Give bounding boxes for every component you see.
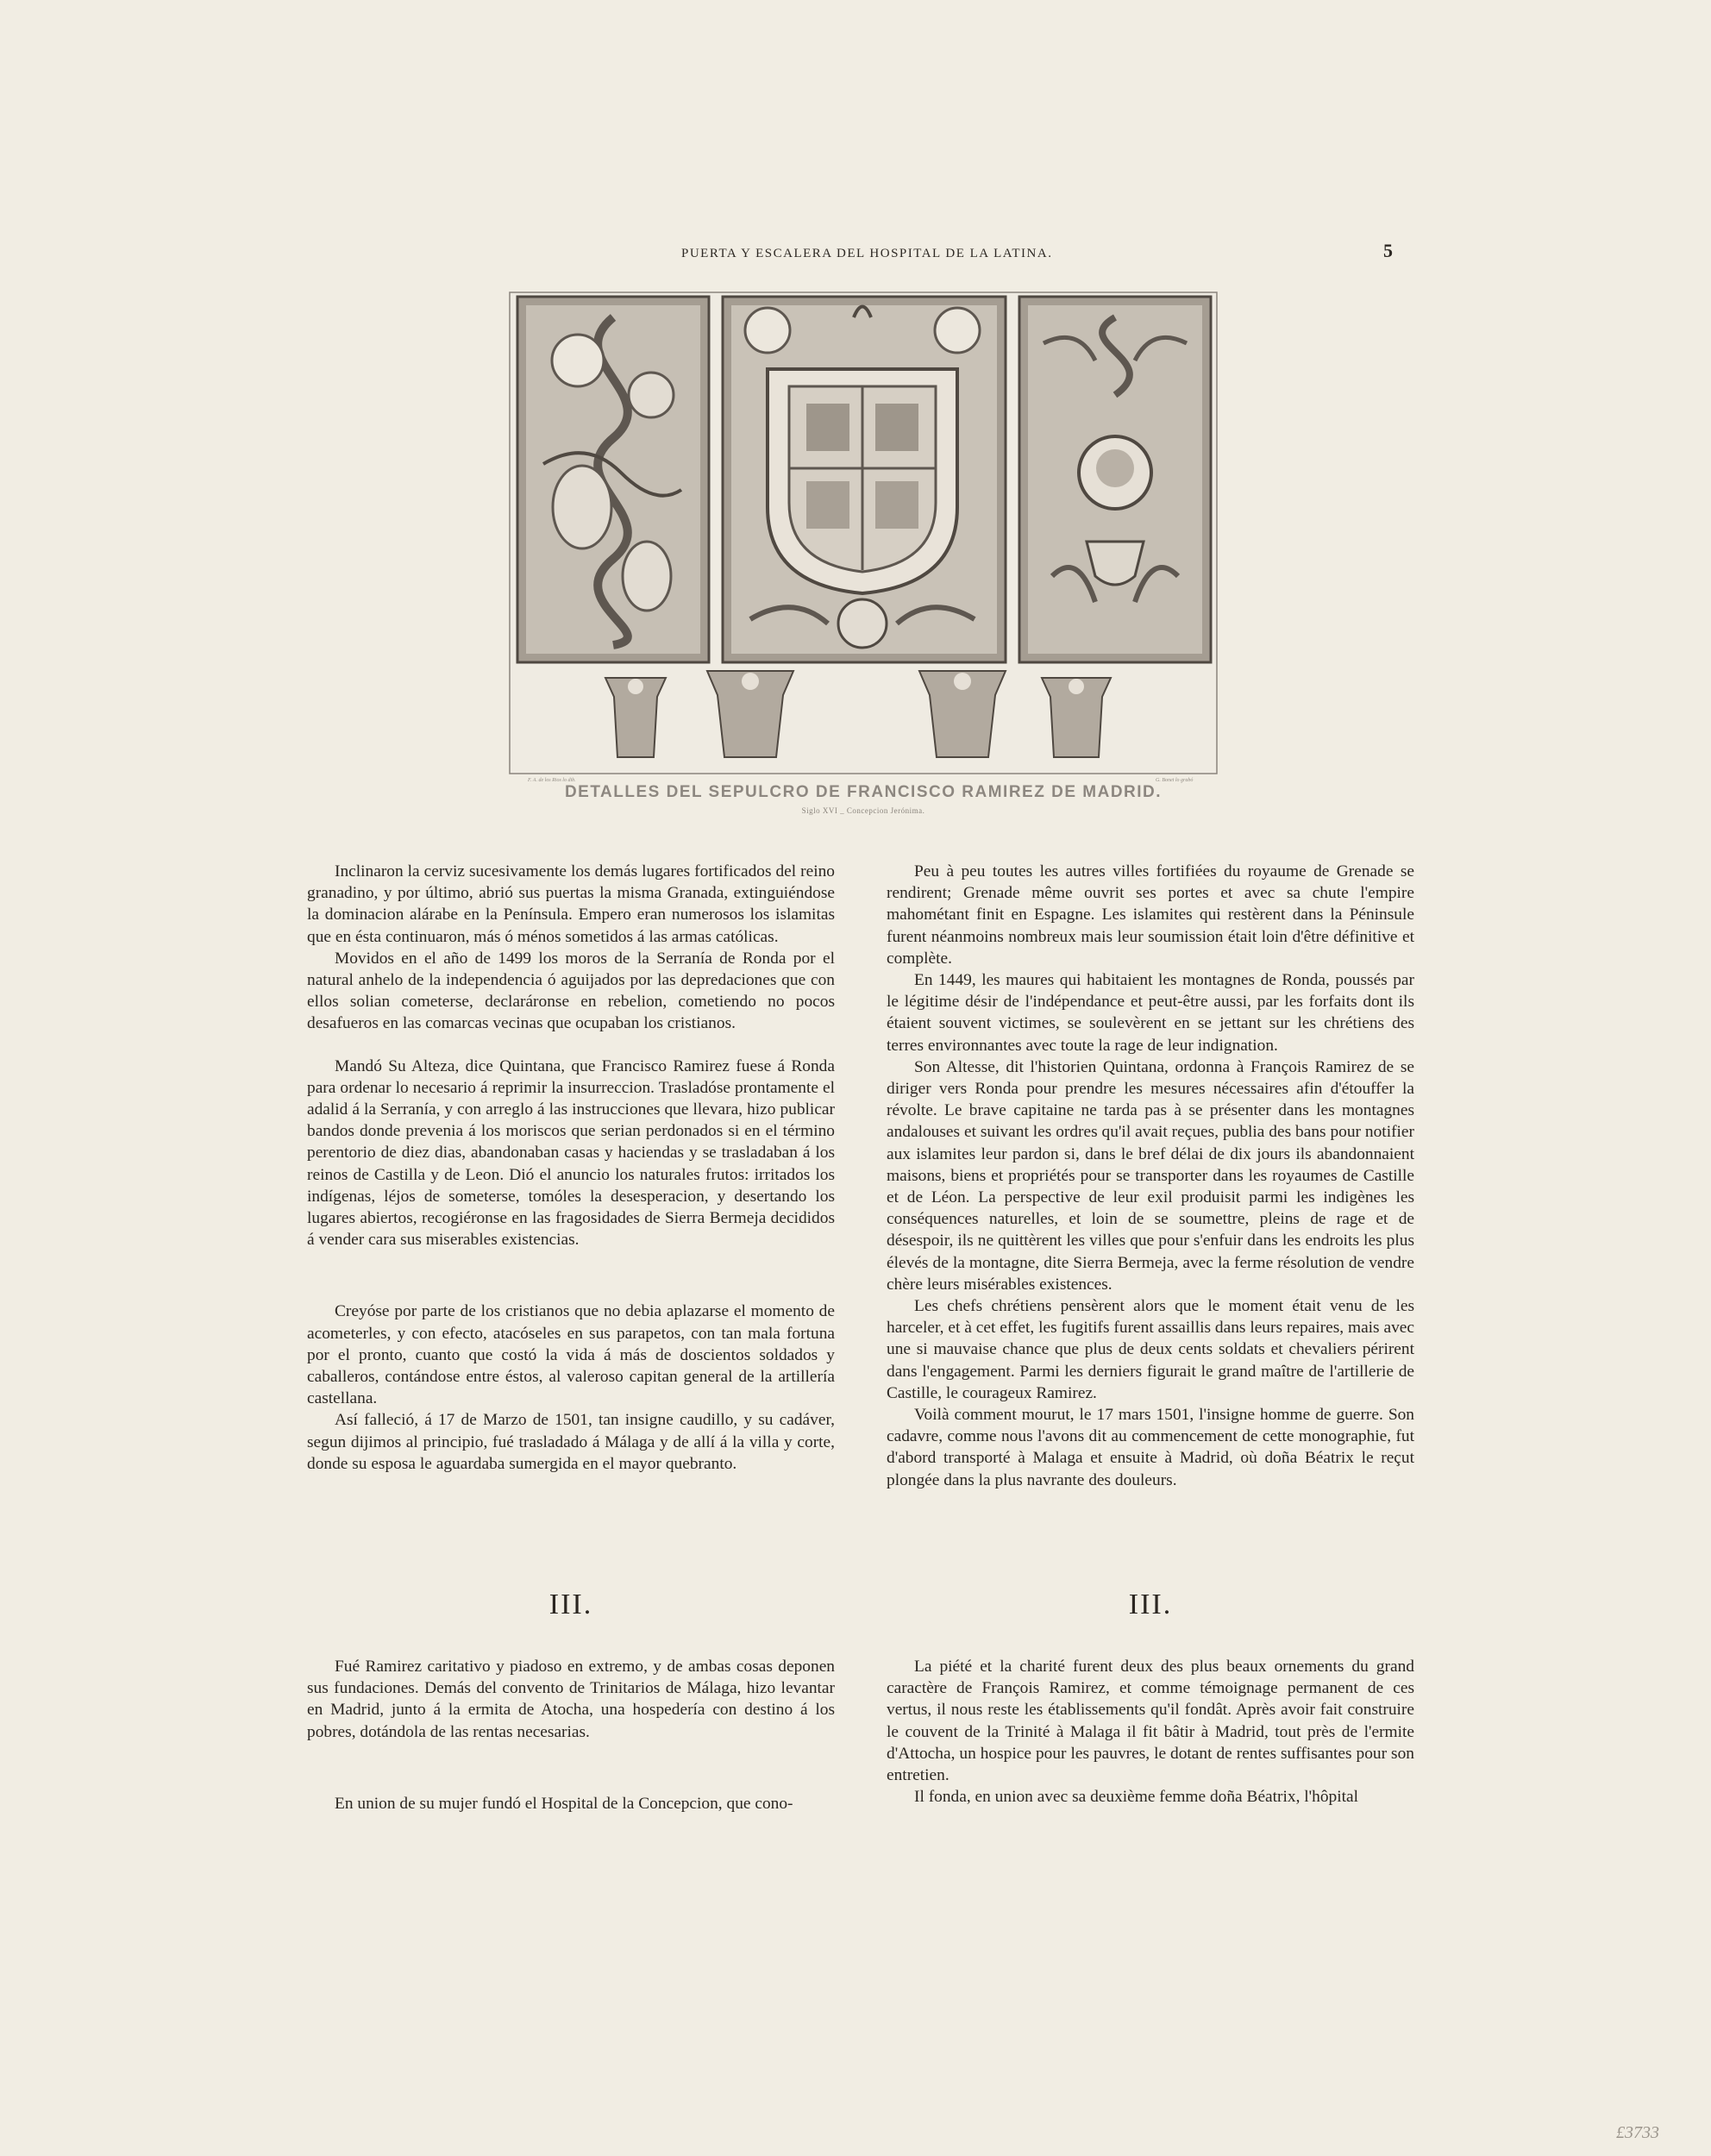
spanish-paragraph: En union de su mujer fundó el Hospital de la Concepcion, que cono-	[335, 1794, 793, 1813]
french-paragraph: Il fonda, en union avec sa deuxième femme doña Béatrix, l'hôpital	[914, 1788, 1359, 1807]
page-number: 5	[1383, 240, 1393, 261]
french-paragraph: Son Altesse, dit l'historien Quintana, ordonna à François Ramirez de se diriger vers Ronda pour prendre les mesures nécessaires afin d'étouffer la révolte. Le brave capitaine ne tarda pas à se présenter dans les montagnes andalouses et suivant les ordres qu'il avait reçues, publia des bans pour notifier aux islamites leur pardon si, dans le bref délai de dix jours ils abandonnaient maisons, biens et propriétés pour se transporter dans les royaumes de Castille et de Léon. La perspective de leur exil produisit parmi les indigènes les conséquences naturelles, et loin de se soumettre, pleins de rage et de désespoir, ils ne quittèrent les villes que pour s'enfuir dans les endroits les plus élevés de la montagne, dite Sierra Bermeja, avec la ferme résolution de vendre chère leurs misérables existences.	[887, 1057, 1414, 1294]
french-paragraph: Les chefs chrétiens pensèrent alors que le moment était venu de les harceler, et à cet effet, les fugitifs furent assaillis dans leurs repaires, mais avec une si mauvaise chance que plus de deux cents soldats et chevaliers périrent dans l'engagement. Parmi les derniers figurait le grand maître de l'artillerie de Castille, le courageux Ramirez.	[887, 1297, 1414, 1402]
french-paragraph: En 1449, les maures qui habitaient les montagnes de Ronda, poussés par le légitime désir de l'indépendance et peut-être aussi, par les forfaits dont ils étaient souvent victimes, se soulevèrent en se jettant sur les chrétiens des terres environnantes avec toute la rage de leur indignation.	[887, 971, 1414, 1055]
spanish-paragraph: Así falleció, á 17 de Marzo de 1501, tan insigne caudillo, y su cadáver, segun dijimos al principio, fué trasladado á Málaga y de allí á la villa y corte, donde su esposa le aguardaba sumergida en el mayor quebranto.	[307, 1411, 835, 1473]
spanish-column	[307, 861, 835, 1475]
spanish-paragraph: Inclinaron la cerviz sucesivamente los demás lugares fortificados del reino granadino, y por último, abrió sus puertas la misma Granada, extinguiéndose la dominacion alárabe en la Península. Empero eran numerosos los islamitas que en ésta continuaron, más ó ménos sometidos á las armas católicas.	[307, 862, 835, 946]
center-coat-of-arms-panel	[723, 297, 1006, 662]
inventory-mark: £3733	[1616, 2123, 1659, 2142]
section-heading-spanish: III.	[548, 1589, 593, 1620]
engraving-plate	[509, 291, 1218, 774]
french-paragraph: Peu à peu toutes les autres villes fortifiées du royaume de Grenade se rendirent; Grenade même ouvrit ses portes et avec sa chute l'empire mahométant finit en Espagne. Les islamites qui restèrent dans la Péninsule furent néanmoins nombreux mais leur soumission était loin d'être définitive et complète.	[887, 862, 1414, 968]
french-paragraph: Voilà comment mourut, le 17 mars 1501, l'insigne homme de guerre. Son cadavre, comme nous l'avons dit au commencement de cette monographie, fut d'abord transporté à Malaga et ensuite à Madrid, où doña Béatrix le reçut plongée dans la plus navrante des douleurs.	[887, 1406, 1414, 1489]
spanish-paragraph: Movidos en el año de 1499 los moros de la Serranía de Ronda por el natural anhelo de la independencia ó aguijados por las depredaciones que con ellos solian cometerse, declaráronse en rebelion, cometiendo no pocos desafueros en las comarcas vecinas que ocupaban los cristianos.	[307, 949, 835, 1033]
plate-caption: DETALLES DEL SEPULCRO DE FRANCISCO RAMIREZ DE MADRID.	[564, 783, 1163, 801]
right-relief-panel	[1019, 297, 1211, 662]
section-heading-french: III.	[1128, 1589, 1173, 1620]
spanish-paragraph: Creyóse por parte de los cristianos que no debia aplazarse el momento de acometerles, y con efecto, atacóseles en sus parapetos, con tan mala fortuna por el pronto, cuanto que costó la vida á más de doscientos soldados y caballeros, contándose entre éstos, al valeroso capitan general de la artillería castellana.	[307, 1302, 835, 1408]
engraver-credit-right: G. Bonet lo grabó	[1156, 778, 1194, 783]
french-paragraph: La piété et la charité furent deux des plus beaux ornements du grand caractère de François Ramirez, et comme témoignage permanent de ces vertus, il nous reste les établissements qu'il fondât. Après avoir fait construire le couvent de la Trinité à Malaga il fit bâtir à Madrid, tout près de l'ermite d'Attocha, un hospice pour les pauvres, le dotant de rentes suffisantes pour son entretien.	[887, 1658, 1414, 1785]
plate-subcaption: Siglo XVI _ Concepcion Jerónima.	[801, 806, 925, 815]
spanish-column-section-3	[307, 1656, 835, 1814]
french-column-section-3	[887, 1656, 1414, 1808]
spanish-paragraph: Mandó Su Alteza, dice Quintana, que Francisco Ramirez fuese á Ronda para ordenar lo necesario á reprimir la insurreccion. Trasladóse prontamente el adalid á la Serranía, y con arreglo á las instrucciones que llevara, hizo publicar bandos donde prevenia á los moriscos que serian perdonados si en el término perentorio de diez dias, abandonaban casas y haciendas y se trasladaban á los reinos de Castilla y de Leon. Dió el anuncio los naturales frutos: irritados los indígenas, léjos de someterse, tomóles la desesperacion, y desertando los lugares abiertos, recogiéronse en las fragosidades de Sierra Bermeja decididos á vender cara sus miserables existencias.	[307, 1056, 835, 1250]
running-head: PUERTA Y ESCALERA DEL HOSPITAL DE LA LATINA.	[681, 247, 1053, 260]
left-relief-panel	[517, 297, 709, 662]
engraver-credit-left: F. A. de los Rios lo dib.	[528, 778, 576, 783]
spanish-paragraph: Fué Ramirez caritativo y piadoso en extremo, y de ambas cosas deponen sus fundaciones. Demás del convento de Trinitarios de Málaga, hizo levantar en Madrid, junto á la ermita de Atocha, una hospedería con destino á los pobres, dotándola de las rentas necesarias.	[307, 1658, 835, 1741]
tomb-details-engraving	[509, 291, 1218, 774]
french-column	[887, 861, 1414, 1491]
